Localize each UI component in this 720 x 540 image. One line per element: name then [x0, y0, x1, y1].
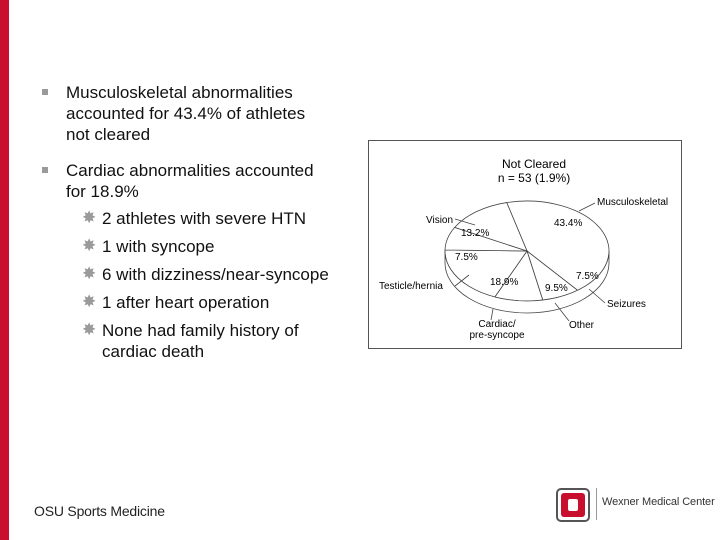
- starburst-icon: ✸: [82, 320, 97, 340]
- chart-subtitle: n = 53 (1.9%): [497, 171, 571, 185]
- bullet-cardiac: [42, 160, 314, 202]
- value-label-other: 9.5%: [545, 283, 568, 294]
- value-label-testicle-hernia: 7.5%: [455, 252, 478, 263]
- category-label-cardiac-line1: Cardiac/: [478, 319, 516, 330]
- value-label-vision: 13.2%: [461, 228, 490, 239]
- bullet-musculoskeletal: [42, 82, 305, 145]
- bullet-line: Cardiac abnormalities accounted: [66, 161, 314, 180]
- pie-chart-panel: [368, 140, 682, 349]
- value-label-musculoskeletal: 43.4%: [554, 218, 583, 229]
- category-label-cardiac-line2: pre-syncope: [469, 330, 525, 341]
- bullet-square-icon: [42, 89, 48, 95]
- left-accent-bar: [0, 0, 9, 540]
- starburst-icon: ✸: [82, 208, 97, 228]
- footer-brand-text: OSU Sports Medicine: [34, 503, 165, 519]
- sub-item-syncope: ✸ 1 with syncope: [82, 236, 215, 256]
- sub-item-htn: ✸ 2 athletes with severe HTN: [82, 208, 307, 228]
- bullet-square-icon: [42, 167, 48, 173]
- sub-item-family-history: ✸ None had family history of cardiac death: [82, 320, 299, 361]
- bullet-line: Musculoskeletal abnormalities: [66, 83, 293, 102]
- starburst-icon: ✸: [82, 264, 97, 284]
- wexner-logo-text: Wexner Medical Center: [602, 496, 715, 508]
- value-label-seizures: 7.5%: [576, 271, 599, 282]
- category-label-seizures: Seizures: [607, 299, 646, 310]
- leader-line-musculoskeletal: [579, 203, 595, 211]
- bullet-line: not cleared: [66, 125, 151, 144]
- bullet-line: for 18.9%: [66, 182, 139, 201]
- category-label-testicle-hernia: Testicle/hernia: [379, 281, 443, 292]
- chart-title: Not Cleared: [501, 157, 567, 171]
- logo-divider: [596, 488, 597, 520]
- bullet-line: accounted for 43.4% of athletes: [66, 104, 306, 123]
- sub-item-dizziness: ✸ 6 with dizziness/near-syncope: [82, 264, 329, 284]
- pie-slices: [445, 201, 609, 301]
- starburst-icon: ✸: [82, 236, 97, 256]
- leader-line-seizures: [589, 289, 605, 303]
- sub-item-heart-operation: ✸ 1 after heart operation: [82, 292, 270, 312]
- category-label-other: Other: [569, 320, 595, 331]
- pie-chart: [369, 141, 681, 348]
- value-label-cardiac: 18.9%: [490, 277, 519, 288]
- category-label-vision: Vision: [426, 215, 454, 226]
- category-label-musculoskeletal: Musculoskeletal: [597, 197, 669, 208]
- starburst-icon: ✸: [82, 292, 97, 312]
